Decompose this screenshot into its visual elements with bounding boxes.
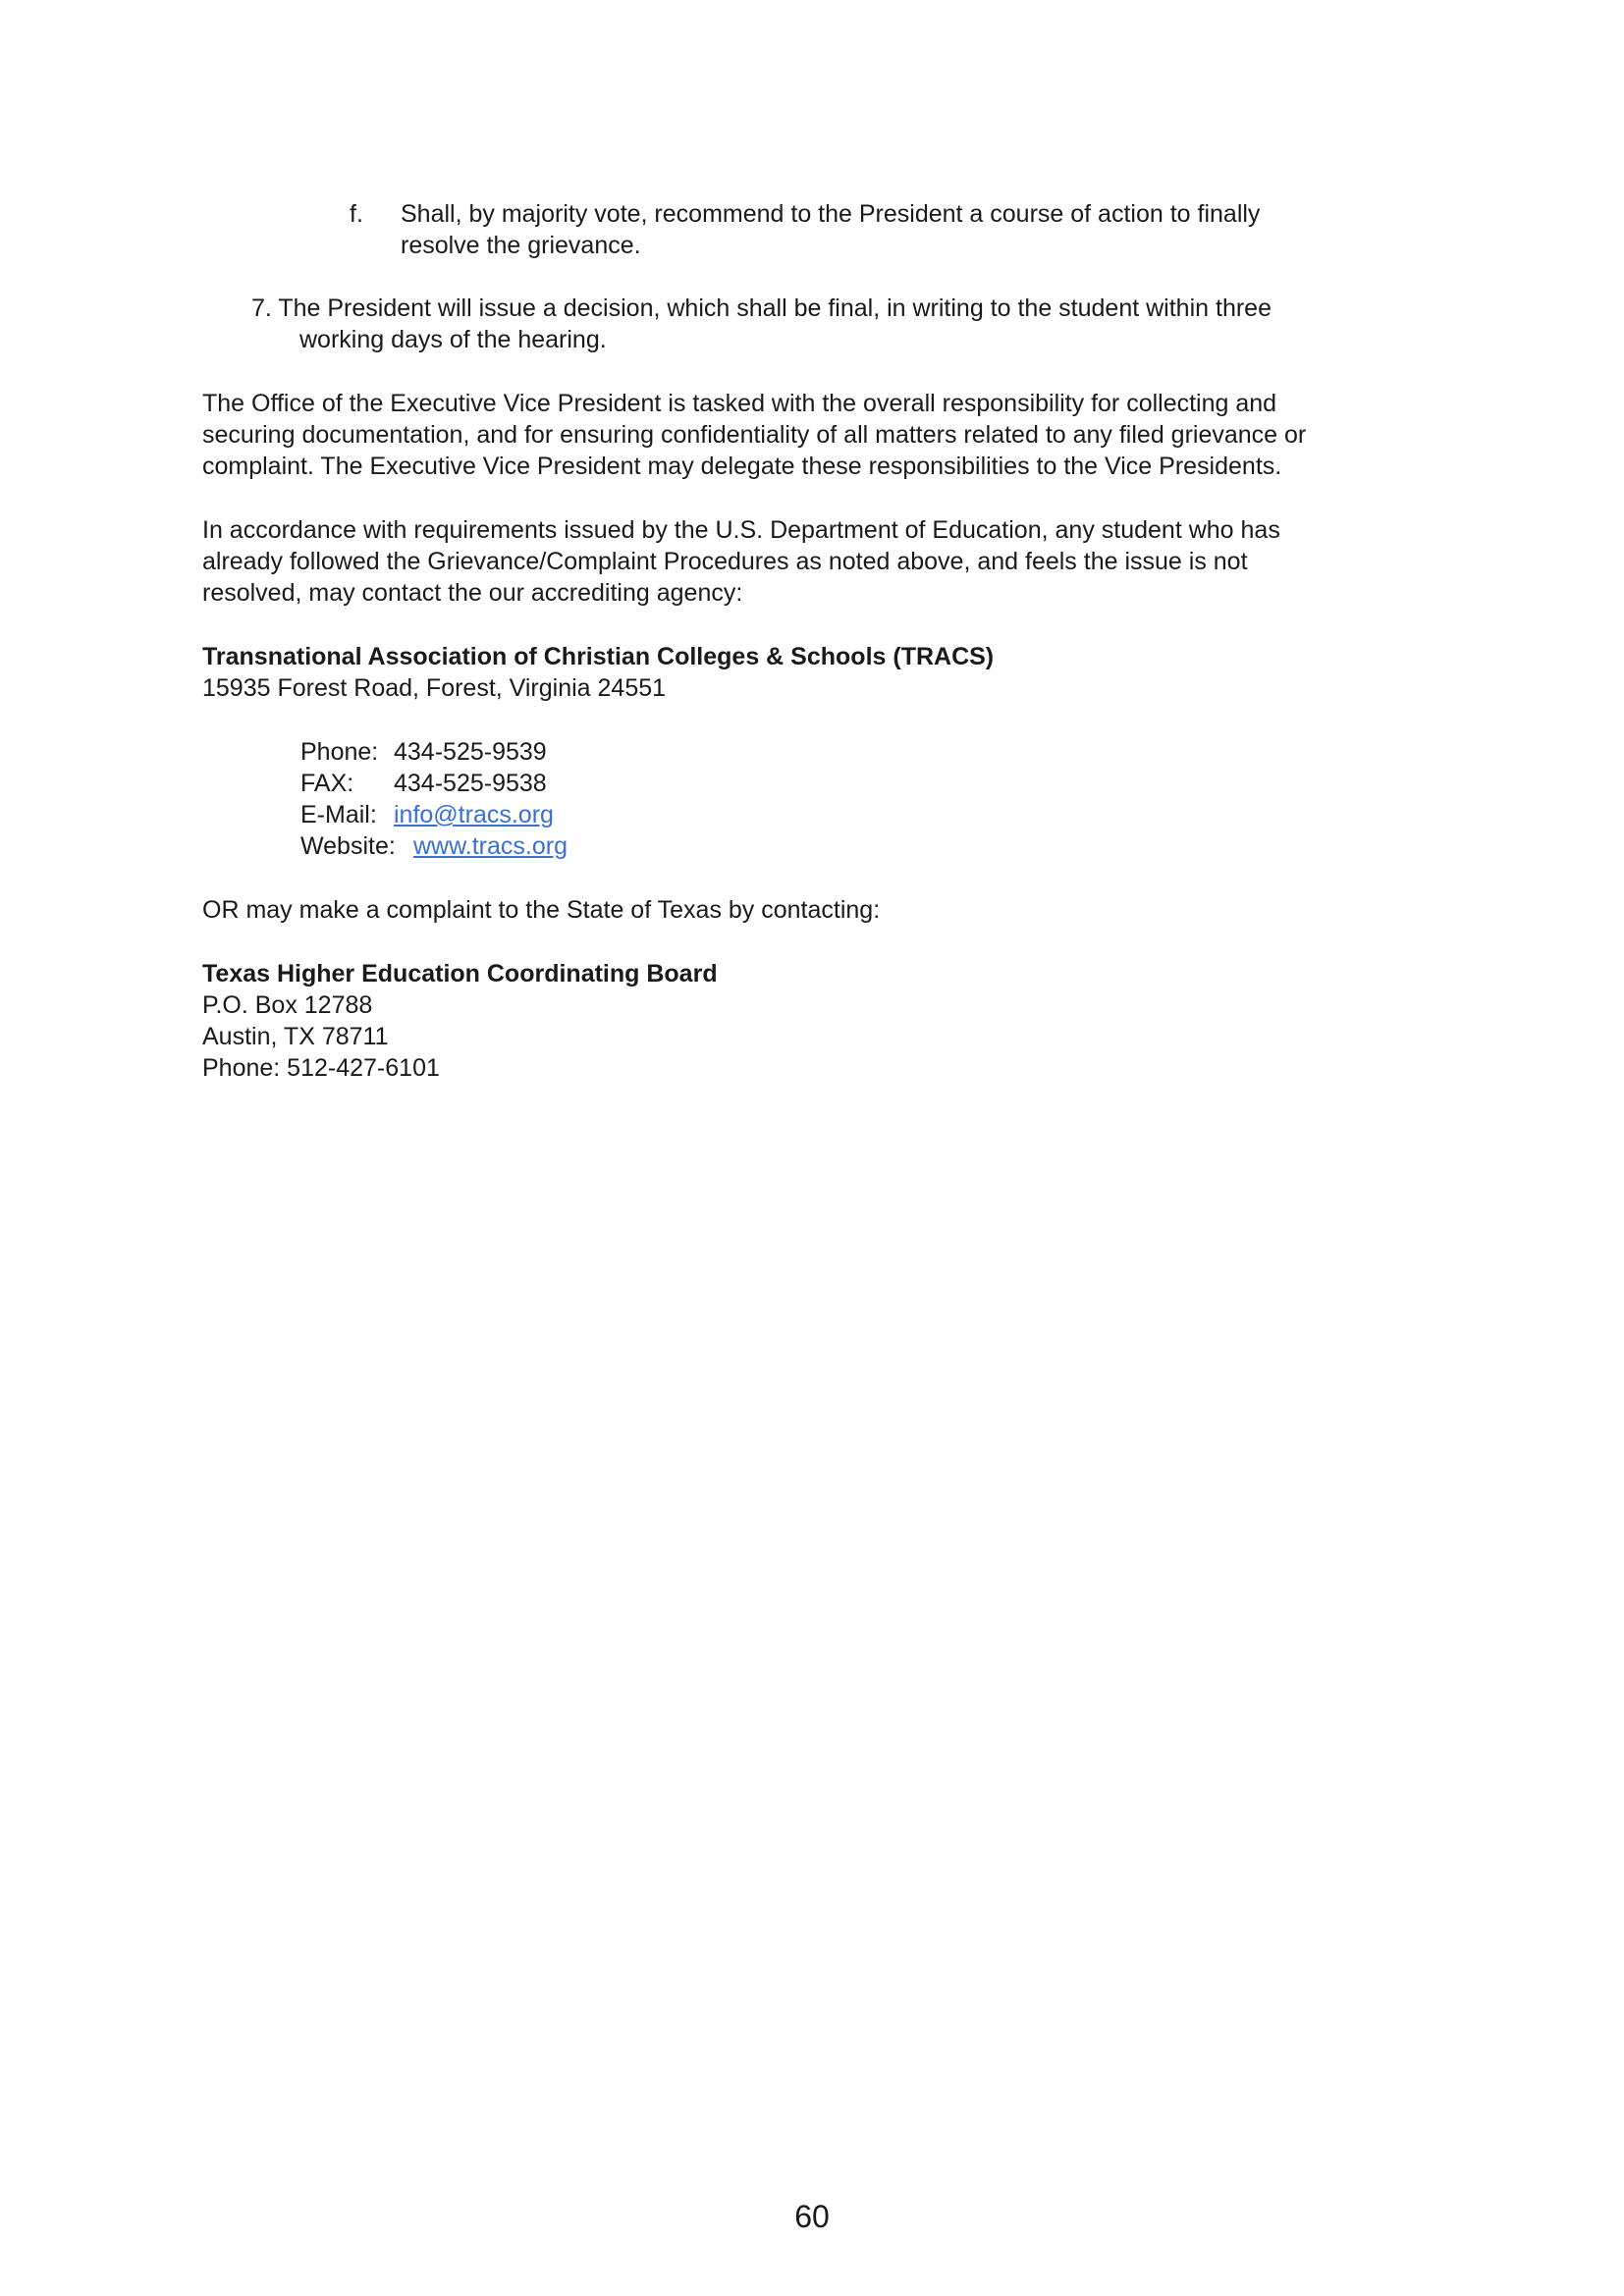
tracs-fax-value: 434-525-9538 <box>394 770 547 797</box>
accordance-paragraph-line-2: already followed the Grievance/Complaint Procedures as noted above, and feels the issue is not <box>202 548 1248 575</box>
tracs-address: 15935 Forest Road, Forest, Virginia 24551 <box>202 674 667 702</box>
tracs-email-label: E-Mail: <box>300 801 377 828</box>
thecb-name: Texas Higher Education Coordinating Board <box>202 960 718 988</box>
list-item-f-line-2: resolve the grievance. <box>401 232 641 259</box>
list-item-7-line-1: 7. The President will issue a decision, which shall be final, in writing to the student within three <box>251 294 1272 322</box>
list-item-7-line-2: working days of the hearing. <box>299 326 607 353</box>
office-paragraph-line-2: securing documentation, and for ensuring confidentiality of all matters related to any filed grievance or <box>202 421 1307 449</box>
office-paragraph-line-1: The Office of the Executive Vice President is tasked with the overall responsibility for collecting and <box>202 390 1277 417</box>
thecb-po-box: P.O. Box 12788 <box>202 991 373 1019</box>
tracs-website-label: Website: <box>300 832 396 860</box>
thecb-city: Austin, TX 78711 <box>202 1023 389 1050</box>
tracs-name: Transnational Association of Christian Colleges & Schools (TRACS) <box>202 643 995 670</box>
thecb-phone: Phone: 512-427-6101 <box>202 1054 440 1082</box>
tracs-phone-label: Phone: <box>300 738 379 766</box>
list-marker-f: f. <box>350 200 363 228</box>
tracs-email-link[interactable]: info@tracs.org <box>394 801 554 828</box>
accordance-paragraph-line-3: resolved, may contact the our accrediting agency: <box>202 579 743 607</box>
tracs-phone-value: 434-525-9539 <box>394 738 547 766</box>
tracs-website-link[interactable]: www.tracs.org <box>413 832 568 860</box>
tracs-fax-label: FAX: <box>300 770 354 797</box>
list-item-f-line-1: Shall, by majority vote, recommend to the President a course of action to finally <box>401 200 1261 228</box>
accordance-paragraph-line-1: In accordance with requirements issued by the U.S. Department of Education, any student who has <box>202 516 1280 544</box>
office-paragraph-line-3: complaint. The Executive Vice President may delegate these responsibilities to the Vice Presidents. <box>202 453 1282 480</box>
page-number: 60 <box>794 2199 830 2234</box>
or-complaint-line: OR may make a complaint to the State of Texas by contacting: <box>202 896 881 924</box>
